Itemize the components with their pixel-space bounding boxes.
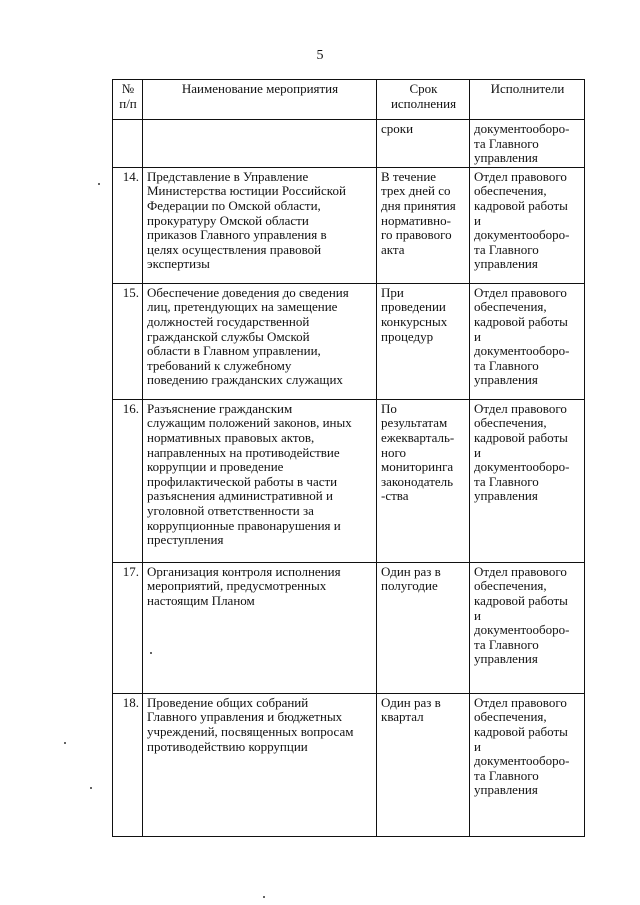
row-name: Разъяснение гражданским служащим положений законов, иных нормативных правовых актов, направленных на противодействие коррупции и проведение профилактической работы в части разъяснения административной и уголовной ответственности за коррупционные правонарушения и преступления xyxy=(143,399,377,562)
row-name xyxy=(143,120,377,168)
row-term: Один раз в квартал xyxy=(377,693,470,836)
row-name: Организация контроля исполнения мероприятий, предусмотренных настоящим Планом xyxy=(143,562,377,693)
row-term: сроки xyxy=(377,120,470,168)
scan-speck xyxy=(98,183,100,185)
row-term: Один раз в полугодие xyxy=(377,562,470,693)
row-name: Представление в Управление Министерства юстиции Российской Федерации по Омской области, прокуратуру Омской области приказов Главного управления в целях осуществления правовой экспертизы xyxy=(143,167,377,283)
row-term: При проведении конкурсных процедур xyxy=(377,283,470,399)
table-row xyxy=(113,167,585,283)
table-row xyxy=(113,399,585,562)
row-name: Обеспечение доведения до сведения лиц, претендующих на замещение должностей государственной гражданской службы Омской области в Главном управлении, требований к служебному поведению гражданских служащих xyxy=(143,283,377,399)
table-row xyxy=(113,120,585,168)
row-term: В течение трех дней со дня принятия нормативно- го правового акта xyxy=(377,167,470,283)
table-row xyxy=(113,693,585,836)
row-executors: Отдел правового обеспечения, кадровой работы и документооборо- та Главного управления xyxy=(470,562,585,693)
header-executors: Исполнители xyxy=(470,80,585,120)
scan-speck xyxy=(150,652,152,654)
header-term: Срок исполнения xyxy=(377,80,470,120)
measures-table xyxy=(112,79,585,837)
header-number: № п/п xyxy=(113,80,143,120)
row-number: 16. xyxy=(113,399,143,562)
row-executors: Отдел правового обеспечения, кадровой работы и документооборо- та Главного управления xyxy=(470,167,585,283)
row-executors: документооборо- та Главного управления xyxy=(470,120,585,168)
row-number: 18. xyxy=(113,693,143,836)
row-number: 17. xyxy=(113,562,143,693)
scan-speck xyxy=(64,742,66,744)
row-number: 14. xyxy=(113,167,143,283)
row-number xyxy=(113,120,143,168)
row-executors: Отдел правового обеспечения, кадровой работы и документооборо- та Главного управления xyxy=(470,399,585,562)
row-executors: Отдел правового обеспечения, кадровой работы и документооборо- та Главного управления xyxy=(470,693,585,836)
row-executors: Отдел правового обеспечения, кадровой работы и документооборо- та Главного управления xyxy=(470,283,585,399)
row-term: По результатам ежекварталь- ного мониторинга законодатель -ства xyxy=(377,399,470,562)
row-number: 15. xyxy=(113,283,143,399)
table-row xyxy=(113,283,585,399)
scan-speck xyxy=(90,787,92,789)
header-name: Наименование мероприятия xyxy=(143,80,377,120)
table-header-row xyxy=(113,80,585,120)
table-row xyxy=(113,562,585,693)
scan-speck xyxy=(263,896,265,898)
row-name: Проведение общих собраний Главного управления и бюджетных учреждений, посвященных вопросам противодействию коррупции xyxy=(143,693,377,836)
page-number: 5 xyxy=(316,48,324,63)
